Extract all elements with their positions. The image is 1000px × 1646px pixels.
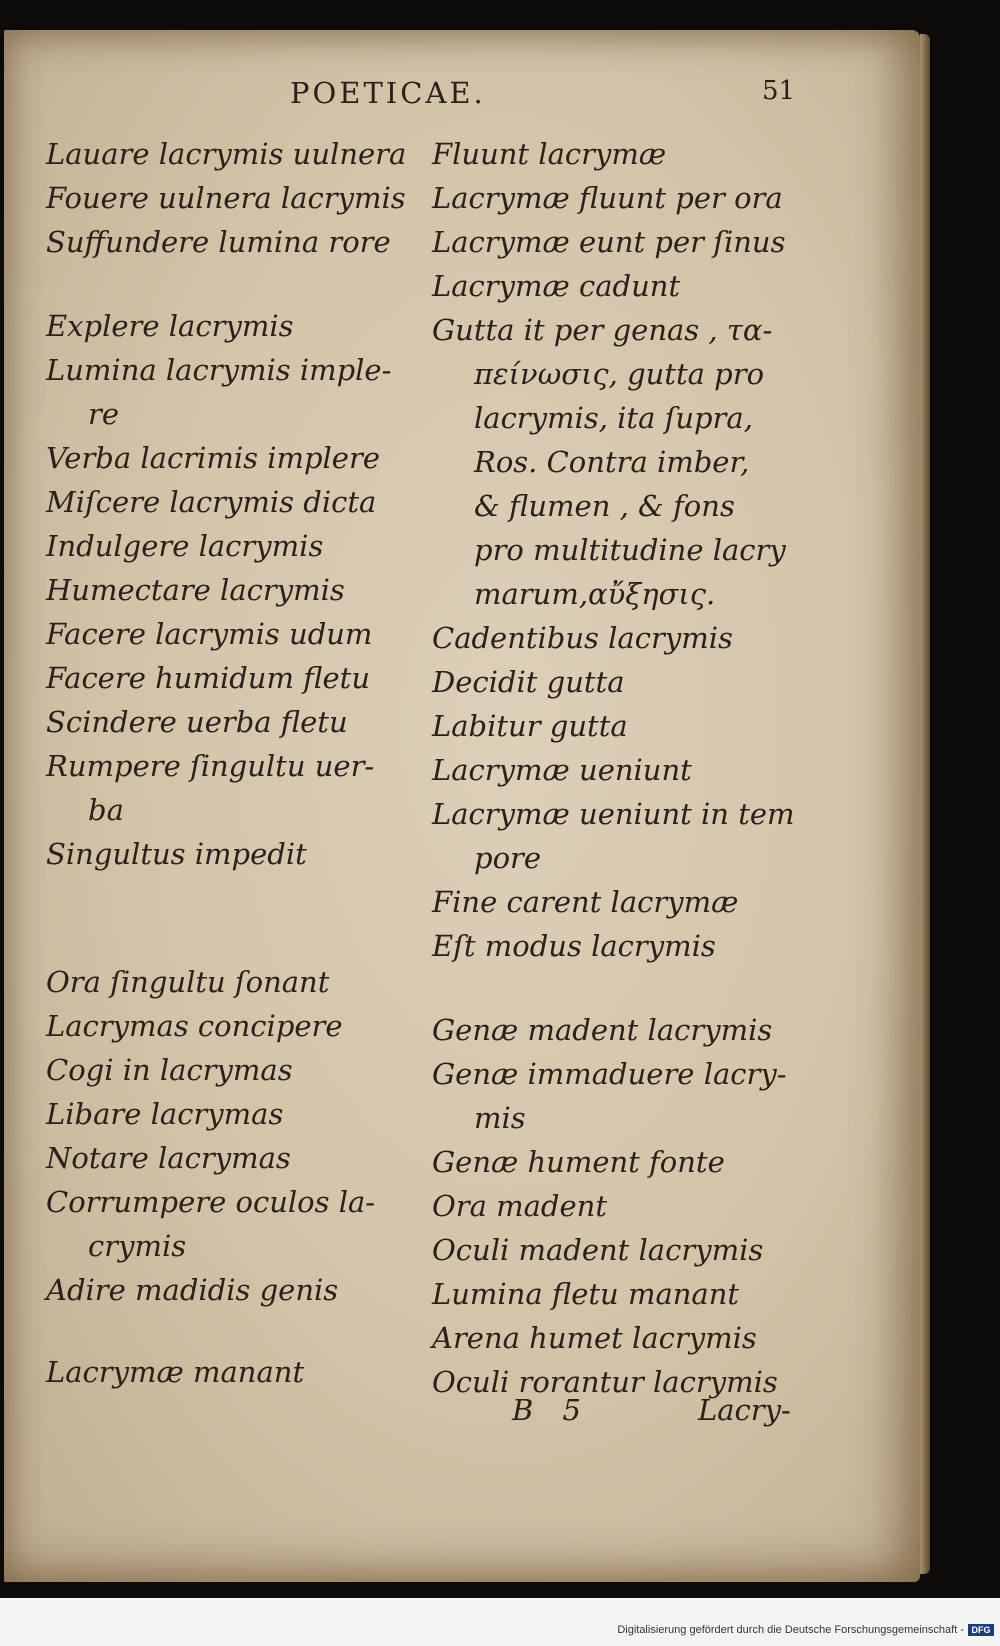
text-line: Lacrymæ manant bbox=[46, 1355, 305, 1389]
text-line: Lacrymas concipere bbox=[46, 1009, 343, 1043]
text-line: Lacrymæ fluunt per ora bbox=[432, 181, 783, 215]
text-line: Genæ immaduere lacry- bbox=[432, 1057, 787, 1091]
text-line: Gutta it per genas , τα- bbox=[432, 313, 773, 347]
text-line: Ora ſingultu ſonant bbox=[46, 965, 330, 999]
text-line: Cogi in lacrymas bbox=[46, 1053, 293, 1087]
text-line: Ora madent bbox=[432, 1189, 607, 1223]
text-line: Ros. Contra imber, bbox=[474, 445, 750, 479]
text-line: marum,αὔξησις. bbox=[474, 577, 716, 611]
dfg-logo: DFG bbox=[968, 1624, 994, 1636]
text-line: Lacrymæ ueniunt bbox=[432, 753, 692, 787]
text-line: Decidit gutta bbox=[432, 665, 625, 699]
text-line: Oculi rorantur lacrymis bbox=[432, 1365, 778, 1399]
digitization-credit: Digitalisierung gefördert durch die Deutsche Forschungsgemeinschaft - bbox=[617, 1624, 964, 1636]
text-line: Rumpere ſingultu uer- bbox=[46, 749, 375, 783]
text-line: Scindere uerba fletu bbox=[46, 705, 348, 739]
text-line: Singultus impedit bbox=[46, 837, 307, 871]
text-line: Suffundere lumina rore bbox=[46, 225, 391, 259]
text-line: Cadentibus lacrymis bbox=[432, 621, 733, 655]
text-line: Libare lacrymas bbox=[46, 1097, 284, 1131]
text-line: Lumina lacrymis imple- bbox=[46, 353, 392, 387]
text-line: Genæ madent lacrymis bbox=[432, 1013, 773, 1047]
text-line: Facere humidum fletu bbox=[46, 661, 371, 695]
text-line: Corrumpere oculos la- bbox=[46, 1185, 376, 1219]
text-line: Verba lacrimis implere bbox=[46, 441, 380, 475]
text-line: Lacrymæ ueniunt in tem bbox=[432, 797, 795, 831]
text-line: Indulgere lacrymis bbox=[46, 529, 324, 563]
text-line: lacrymis, ita ſupra, bbox=[474, 401, 753, 435]
text-line: Arena humet lacrymis bbox=[432, 1321, 757, 1355]
text-line: Labitur gutta bbox=[432, 709, 628, 743]
right-column bbox=[432, 132, 812, 1404]
text-line: Humectare lacrymis bbox=[46, 573, 345, 607]
text-line: Lauare lacrymis uulnera bbox=[46, 137, 407, 171]
text-line: Notare lacrymas bbox=[46, 1141, 291, 1175]
text-line: ba bbox=[88, 793, 124, 827]
text-line: re bbox=[88, 397, 120, 431]
text-line: pore bbox=[474, 841, 542, 875]
text-line: Lacrymæ cadunt bbox=[432, 269, 681, 303]
page-edge bbox=[920, 34, 930, 1574]
text-line: Miſcere lacrymis dicta bbox=[46, 485, 377, 519]
running-head: POETICAE. bbox=[290, 76, 486, 110]
signature-mark: B 5 bbox=[512, 1393, 591, 1427]
left-column bbox=[46, 132, 406, 1394]
text-line: Oculi madent lacrymis bbox=[432, 1233, 764, 1267]
text-line: Lacrymæ eunt per ſinus bbox=[432, 225, 786, 259]
page-number: 51 bbox=[762, 76, 796, 106]
text-line: pro multitudine lacry bbox=[474, 533, 786, 567]
text-line: Lumina fletu manant bbox=[432, 1277, 740, 1311]
text-line: Fluunt lacrymæ bbox=[432, 137, 667, 171]
text-line: crymis bbox=[88, 1229, 187, 1263]
text-line: πείνωσις, gutta pro bbox=[474, 357, 765, 391]
text-line: Facere lacrymis udum bbox=[46, 617, 373, 651]
text-line: Eſt modus lacrymis bbox=[432, 929, 716, 963]
catchword: Lacry- bbox=[698, 1393, 791, 1427]
text-line: Genæ hument fonte bbox=[432, 1145, 725, 1179]
text-line: & flumen , & fons bbox=[474, 489, 735, 523]
text-line: mis bbox=[474, 1101, 526, 1135]
text-line: Fine carent lacrymæ bbox=[432, 885, 739, 919]
text-line: Adire madidis genis bbox=[46, 1273, 339, 1307]
text-line: Explere lacrymis bbox=[46, 309, 294, 343]
text-line: Fouere uulnera lacrymis bbox=[46, 181, 406, 215]
